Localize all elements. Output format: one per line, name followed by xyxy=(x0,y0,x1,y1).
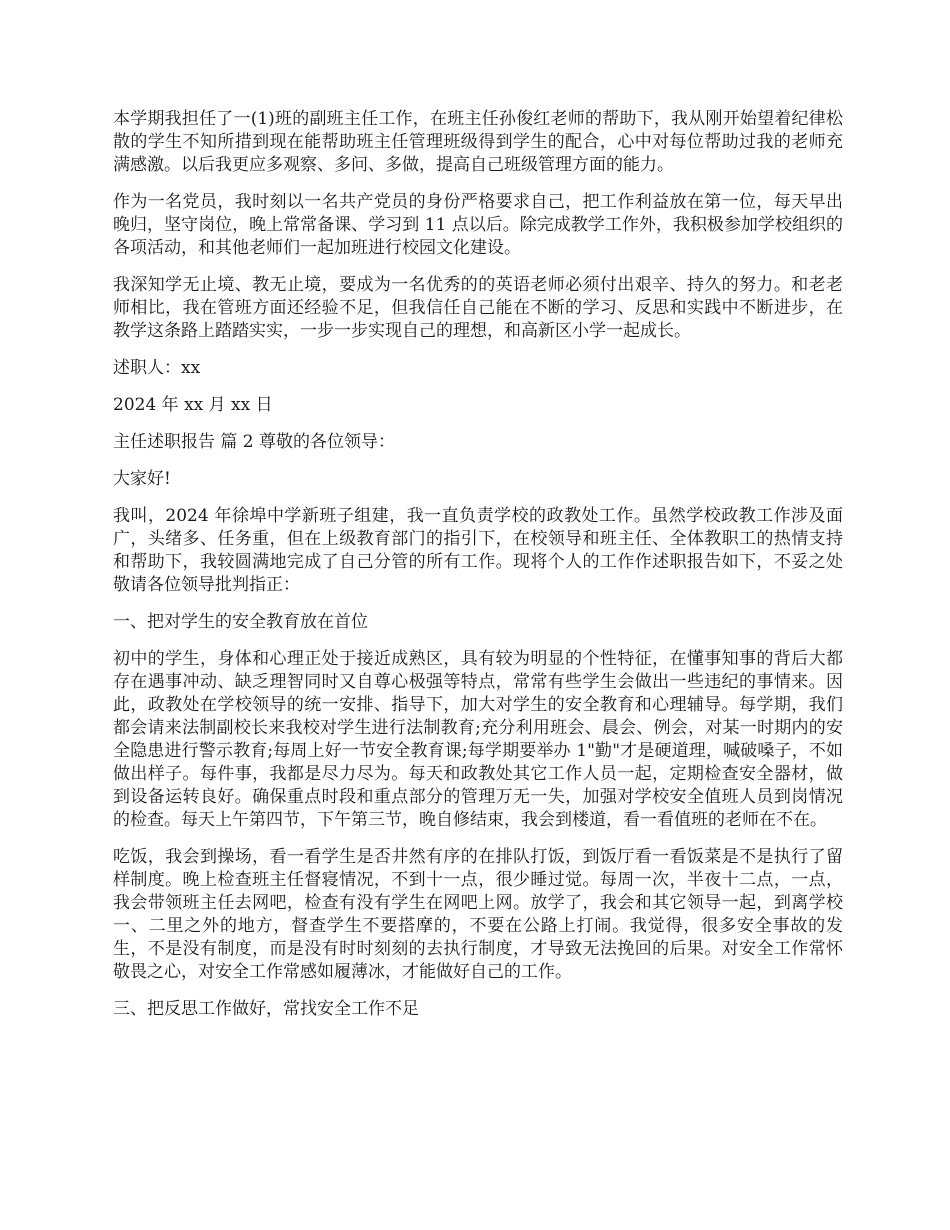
paragraph-inspection: 吃饭，我会到操场，看一看学生是否井然有序的在排队打饭，到饭厅看一看饭菜是不是执行了留样制度。晚上检查班主任督寝情况，不到十一点，很少睡过觉。每周一次，半夜十二点，一点，我会带领班主任去网吧，检查有没有学生在网吧上网。放学了，我会和其它领导一起，到离学校一、二里之外的地方，督查学生不要搭摩的，不要在公路上打闹。我觉得，很多安全事故的发生，不是没有制度，而是没有时时刻刻的去执行制度，才导致无法挽回的后果。对安全工作常怀敬畏之心，对安全工作常感如履薄冰，才能做好自己的工作。 xyxy=(113,847,843,982)
paragraph-3: 我深知学无止境、教无止境，要成为一名优秀的的英语老师必须付出艰辛、持久的努力。和老老师相比，我在管班方面还经验不足，但我信任自己能在不断的学习、反思和实践中不断进步，在教学这条路上踏踏实实，一步一步实现自己的理想，和高新区小学一起成长。 xyxy=(113,275,843,341)
section-heading-3: 三、把反思工作做好，常找安全工作不足 xyxy=(113,999,419,1019)
paragraph-1: 本学期我担任了一(1)班的副班主任工作，在班主任孙俊红老师的帮助下，我从刚开始望着纪律松散的学生不知所措到现在能帮助班主任管理班级得到学生的配合，心中对每位帮助过我的老师充满感激。以后我更应多观察、多问、多做，提高自己班级管理方面的能力。 xyxy=(113,109,843,175)
paragraph-safety-education: 初中的学生，身体和心理正处于接近成熟区，具有较为明显的个性特征，在懂事知事的背后大都存在遇事冲动、缺乏理智同时又自尊心极强等特点，常常有些学生会做出一些违纪的事情来。因此，政教处在学校领导的统一安排、指导下，加大对学生的安全教育和心理辅导。每学期，我们都会请来法制副校长来我校对学生进行法制教育;充分利用班会、晨会、例会，对某一时期内的安全隐患进行警示教育;每周上好一节安全教育课;每学期要举办 1"勤"才是硬道理，喊破嗓子，不如做出样子。每件事，我都是尽力尽为。每天和政教处其它工作人员一起，定期检查安全器材，做到设备运转良好。确保重点时段和重点部分的管理万无一失，加强对学校安全值班人员到岗情况的检查。每天上午第四节，下午第三节，晚自修结束，我会到楼道，看一看值班的老师在不在。 xyxy=(113,649,843,830)
paragraph-2: 作为一名党员，我时刻以一名共产党员的身份严格要求自己，把工作利益放在第一位，每天早出晚归，坚守岗位，晚上常常备课、学习到 11 点以后。除完成教学工作外，我积极参加学校组织的各项活动，和其他老师们一起加班进行校园文化建设。 xyxy=(113,192,843,258)
paragraph-intro: 我叫，2024 年徐埠中学新班子组建，我一直负责学校的政教处工作。虽然学校政教工作涉及面广，头绪多、任务重，但在上级教育部门的指引下，在校领导和班主任、全体教职工的热情支持和帮助下，我较圆满地完成了自己分管的所有工作。现将个人的工作作述职报告如下，不妥之处敬请各位领导批判指正： xyxy=(113,506,843,595)
section-heading-1: 一、把对学生的安全教育放在首位 xyxy=(113,612,368,632)
document-body xyxy=(113,108,843,1035)
section-heading-report-2: 主任述职报告 篇 2 尊敬的各位领导： xyxy=(113,432,396,452)
signature-line: 述职人：xx xyxy=(113,358,201,378)
date-line: 2024 年 xx 月 xx 日 xyxy=(113,395,273,415)
greeting: 大家好! xyxy=(113,469,171,489)
